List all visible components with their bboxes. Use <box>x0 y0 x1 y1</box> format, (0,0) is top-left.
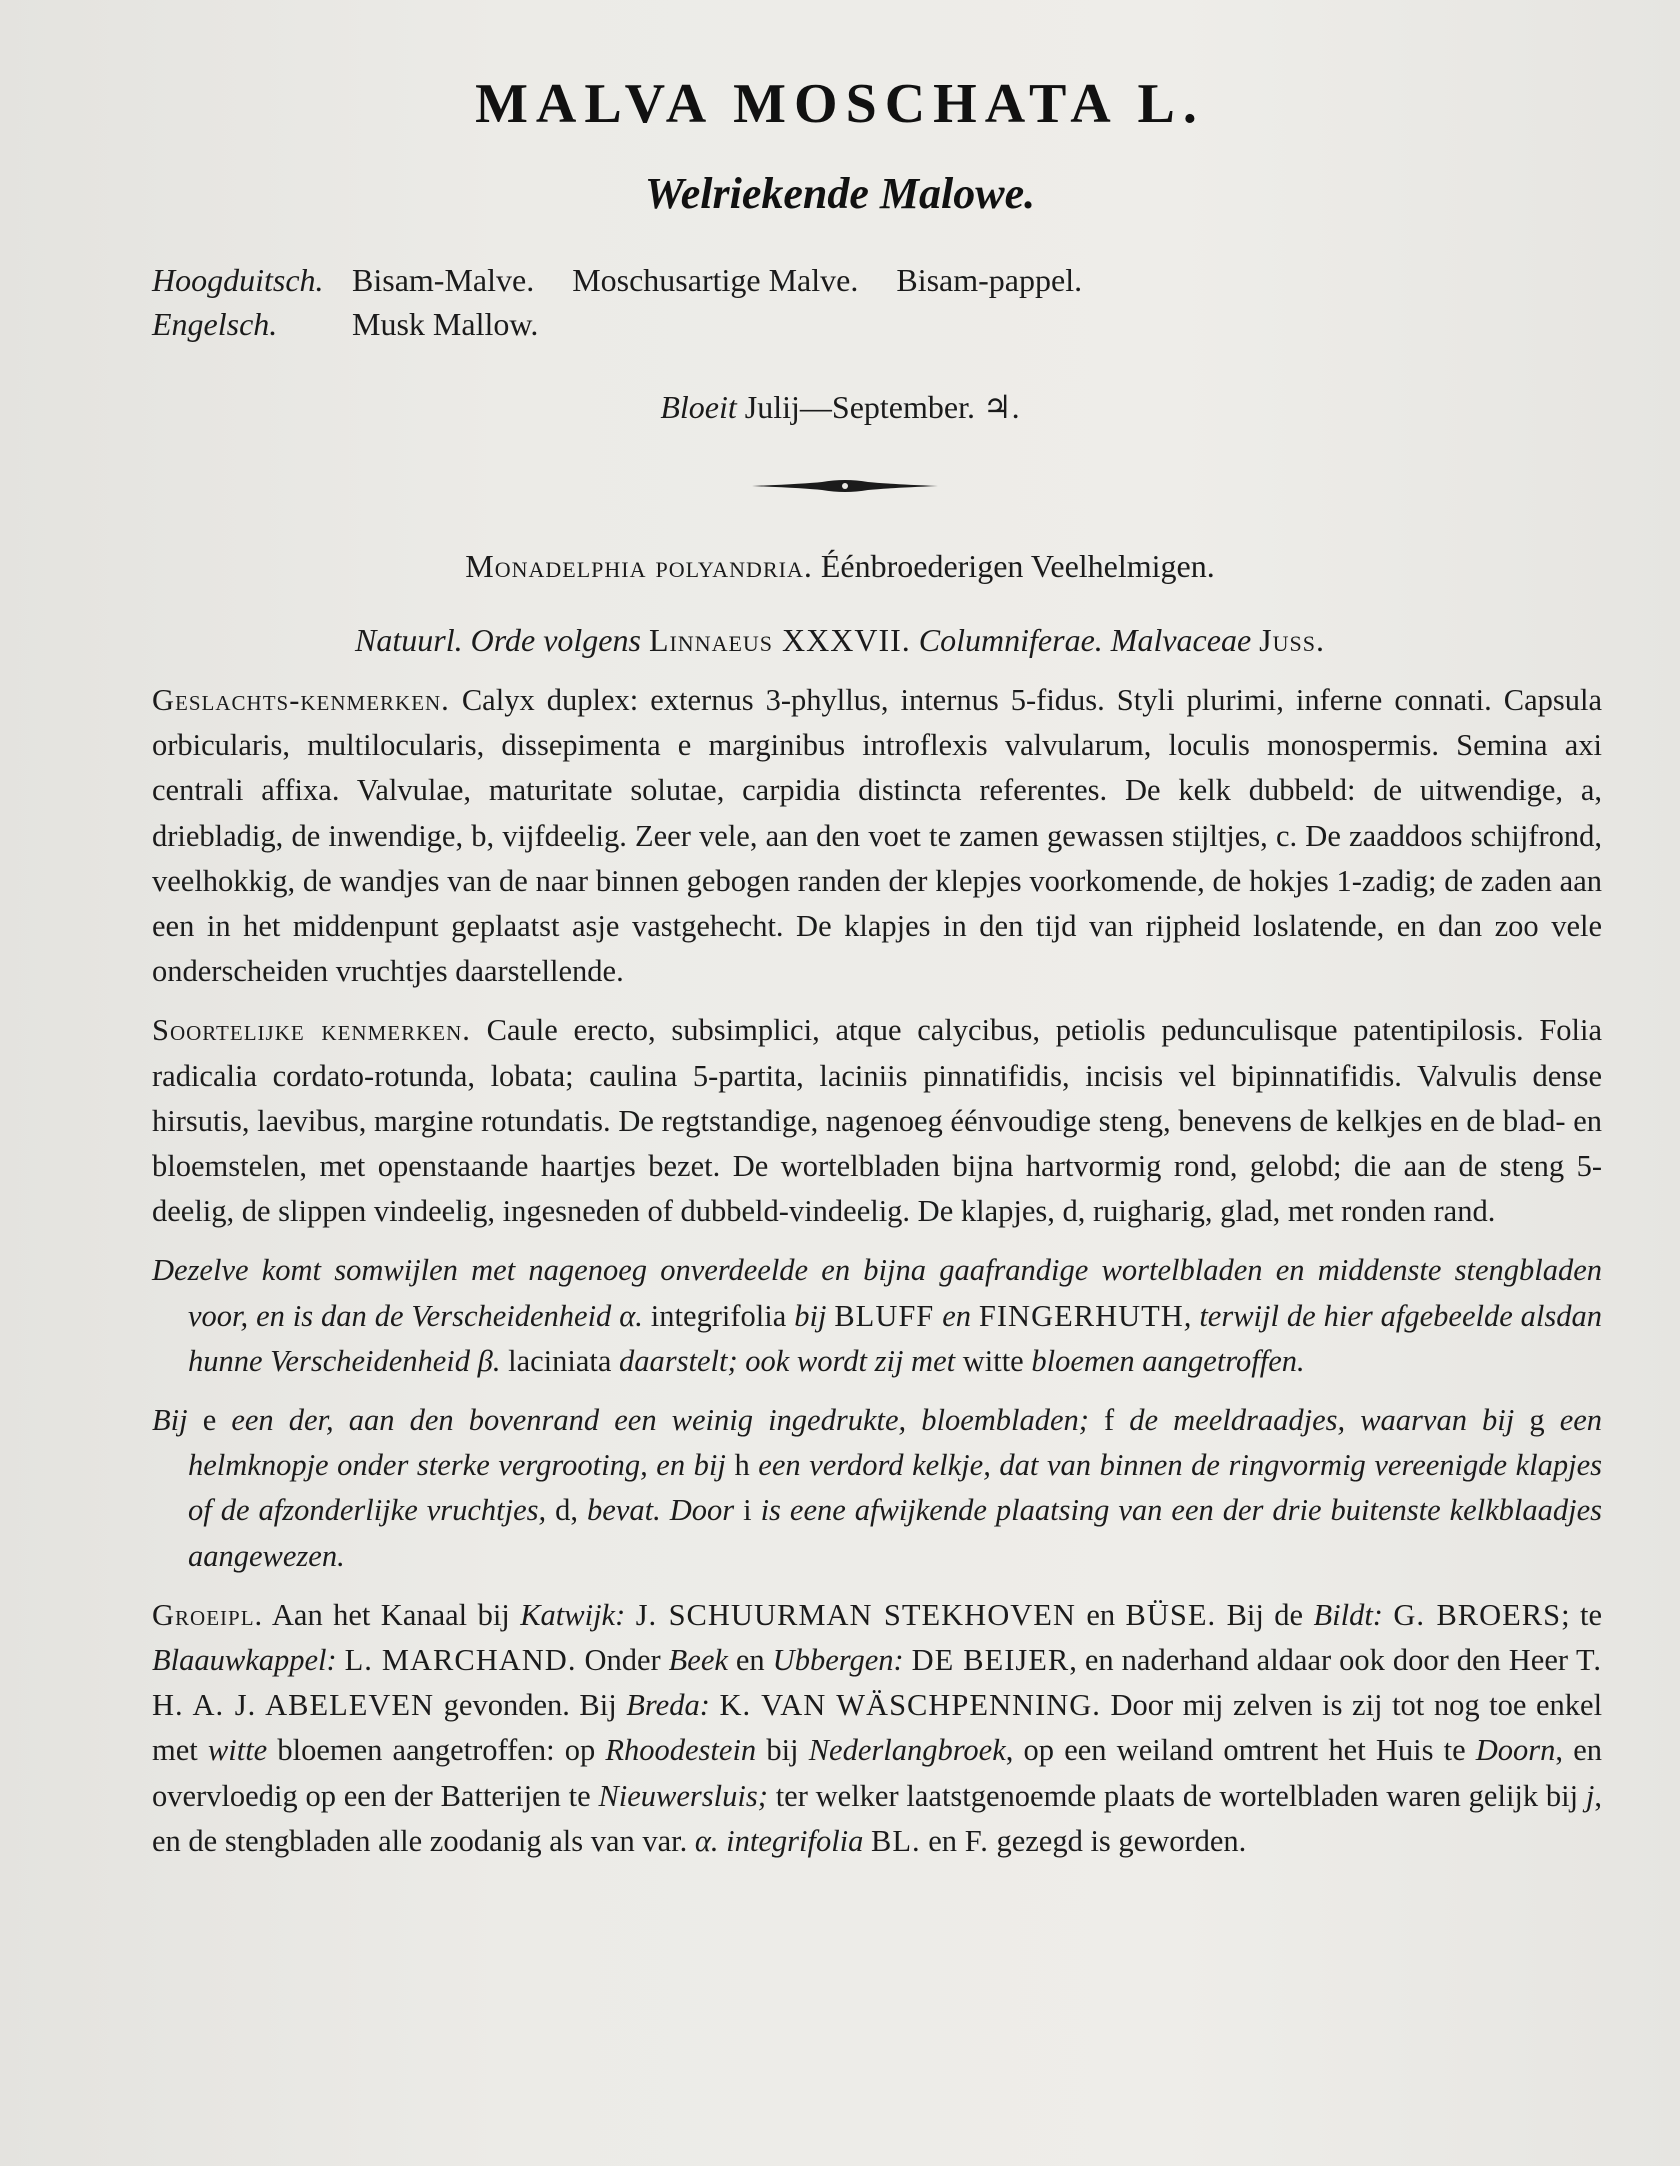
variety-text: daarstelt; ook wordt zij met <box>619 1343 956 1378</box>
place-name: Rhoodestein <box>605 1733 757 1768</box>
localities-text: bloemen aangetroffen: op <box>277 1733 596 1768</box>
names-row-english <box>152 302 1112 346</box>
order-jussieu: Juss. <box>1259 622 1325 658</box>
localities-text: , en de stengbladen alle zoodanig als van var. <box>152 1778 1603 1858</box>
localities <box>152 1593 1602 1864</box>
figure-explanation <box>152 1398 1602 1579</box>
place-name: Nederlangbroek <box>808 1733 1006 1768</box>
author-name: FINGERHUTH <box>978 1298 1184 1333</box>
author-name: BLUFF <box>834 1298 935 1333</box>
localities-text: , en overvloedig op een der Batterijen te <box>152 1733 1602 1813</box>
place-name: Doorn <box>1475 1733 1556 1768</box>
author-abbrev: F. <box>964 1823 989 1858</box>
figure-letter: e <box>202 1403 217 1438</box>
localities-text: Onder <box>584 1643 661 1678</box>
localities-text: Aan het Kanaal bij <box>271 1597 510 1632</box>
species-label: Soortelijke kenmerken. <box>152 1013 471 1048</box>
variety-text: , terwijl de hier afgebeelde alsdan hunne Verscheidenheid β. <box>188 1298 1603 1378</box>
figure-text: Bij <box>152 1403 188 1438</box>
author-abbrev: BL. <box>871 1823 921 1858</box>
names-row-german <box>152 258 1112 302</box>
place-name: Beek <box>668 1643 728 1678</box>
localities-text: en <box>928 1823 958 1858</box>
localities-text: ; te <box>1561 1597 1602 1632</box>
variety-text: bloemen aangetroffen. <box>1031 1343 1305 1378</box>
person-name: J. SCHUURMAN STEKHOVEN <box>635 1597 1076 1632</box>
flowering-text: Julij—September. ♃. <box>744 389 1020 425</box>
common-name: Bisam-pappel. <box>896 262 1083 298</box>
place-name: Nieuwersluis; <box>598 1778 768 1813</box>
localities-text: en <box>1086 1597 1116 1632</box>
genus-text: Calyx duplex: externus 3-phyllus, internus 5-fidus. Styli plurimi, inferne connati. Capsula orbicularis, multilocularis, dissepimenta e marginibus introflexis valvularum, loculis monospermis. Semina axi centrali affixa. Valvulae, maturitate solutae, carpidia distincta referentes. De kelk dubbeld: de uitwendige, a, driebladig, de inwendige, b, vijfdeelig. Zeer vele, aan den voet te zamen gewassen stijltjes, c. De zaaddoos schijfrond, veelhokkig, de wandjes van de naar binnen gebogen randen der klepjes voorkomende, de hokjes 1-zadig; de zaden aan een in het middenpunt geplaatst asje vastgehecht. De klapjes in den tijd van rijpheid loslatende, en dan zoo vele onderscheiden vruchtjes daarstellende. <box>152 683 1603 989</box>
variety-text: witte <box>962 1343 1024 1378</box>
genus-characters <box>152 678 1602 994</box>
variety-text: laciniata <box>508 1343 612 1378</box>
figure-text: een der, aan den bovenrand een weinig ingedrukte, bloembladen; <box>231 1403 1089 1438</box>
genus-label: Geslachts-kenmerken. <box>152 683 450 717</box>
figure-text: een helmknopje onder sterke vergrooting, en bij <box>188 1403 1603 1483</box>
variety-text: en <box>942 1298 971 1333</box>
page-title: MALVA MOSCHATA L. <box>475 73 1205 135</box>
variety-text: Dezelve komt somwijlen met nagenoeg onverdeelde en bijna gaafrandige wortelbladen en middenste stengbladen voor, en is dan de Verscheidenheid α. <box>152 1253 1602 1333</box>
species-text: Caule erecto, subsimplici, atque calycibus, petiolis pedunculisque patentipilosis. Folia radicalia cordato-rotunda, lobata; caulina 5-partita, laciniis pinnatifidis, incisis vel bipinnatifidis. Valvulis dense hirsutis, laevibus, margine rotundatis. De regtstandige, nagenoeg éénvoudige steng, benevens de kelkjes en de blad- en bloemstelen, met openstaande haartjes bezet. De wortelbladen bijna hartvormig rond, gelobd; die aan de steng 5-deelig, de slippen vindeelig, ingesneden of dubbeld-vindeelig. De klapjes, d, ruigharig, glad, met ronden rand. <box>152 1013 1603 1229</box>
person-name: BÜSE. <box>1125 1597 1217 1632</box>
figure-text: bevat. Door <box>587 1493 735 1528</box>
figure-text: een verdord kelkje, dat van binnen de ringvormig vereenigde klapjes of de afzonderlijke vruchtjes, <box>188 1448 1603 1528</box>
localities-text: witte <box>207 1733 268 1768</box>
linnaean-classification <box>0 548 1680 585</box>
person-name: K. VAN WÄSCHPENNING. <box>719 1688 1101 1723</box>
figure-letter: f <box>1104 1403 1115 1438</box>
divider-ornament <box>752 478 938 494</box>
person-name: L. MARCHAND. <box>344 1643 577 1678</box>
common-name: Bisam-Malve. <box>352 262 535 298</box>
figure-text: de meeldraadjes, waarvan bij <box>1129 1403 1515 1438</box>
common-name: Moschusartige Malve. <box>572 262 859 298</box>
figure-letter: h <box>734 1448 750 1483</box>
figure-letter: g <box>1529 1403 1545 1438</box>
figure-text: is eene afwijkende plaatsing van een der drie buitenste kelkblaadjes aangewezen. <box>188 1493 1603 1573</box>
classification-latin: Monadelphia polyandria. <box>465 548 813 584</box>
place-name: Bildt: <box>1313 1597 1383 1632</box>
variety-name: α. integrifolia <box>694 1823 864 1858</box>
classification-dutch: Éénbroederigen Veelhelmigen. <box>820 548 1215 584</box>
place-name: Breda: <box>626 1688 710 1723</box>
page-subtitle: Welriekende Malowe. <box>644 169 1036 218</box>
order-malvaceae: Malvaceae <box>1110 622 1252 658</box>
order-label: Natuurl. Orde volgens <box>355 622 641 658</box>
localities-text: Door mij zelven is zij tot nog toe enkel met <box>152 1688 1603 1768</box>
species-characters <box>152 1008 1602 1234</box>
place-name: Katwijk: <box>520 1597 626 1632</box>
localities-text: ter welker laatstgenoemde plaats de wortelbladen waren gelijk bij <box>775 1778 1579 1813</box>
flowering-label: Bloeit <box>660 389 737 425</box>
variety-note <box>152 1248 1602 1384</box>
common-name: Musk Mallow. <box>352 306 539 342</box>
place-name: Ubbergen: <box>772 1643 904 1678</box>
order-columniferae: Columniferae. <box>918 622 1103 658</box>
localities-text: gevonden. Bij <box>443 1688 617 1723</box>
variety-text: integrifolia <box>650 1298 787 1333</box>
order-linnaeus: Linnaeus XXXVII. <box>648 622 911 658</box>
common-names <box>152 258 1112 346</box>
language-label: Hoogduitsch. <box>152 262 324 298</box>
person-name: G. BROERS <box>1393 1597 1562 1632</box>
natural-order <box>0 622 1680 659</box>
variety-text: bij <box>794 1298 827 1333</box>
place-name: Blaauwkappel: <box>152 1643 337 1678</box>
figure-letter: j <box>1585 1778 1595 1813</box>
localities-text: , op een weiland omtrent het Huis te <box>1005 1733 1466 1768</box>
localities-text: gezegd is geworden. <box>996 1823 1247 1858</box>
localities-label: Groeipl. <box>152 1597 264 1632</box>
person-name: DE BEIJER <box>911 1643 1070 1678</box>
localities-text: en <box>735 1643 765 1678</box>
person-name: T. H. A. J. ABELEVEN <box>152 1643 1603 1723</box>
localities-text: bij <box>766 1733 799 1768</box>
figure-letter: i <box>743 1493 752 1528</box>
main-text <box>152 678 1602 1878</box>
localities-text: , en naderhand aldaar ook door den Heer <box>1069 1643 1569 1678</box>
localities-text: Bij de <box>1226 1597 1304 1632</box>
language-label: Engelsch. <box>152 306 278 342</box>
figure-letter: d, <box>555 1493 579 1528</box>
flowering-line <box>0 388 1680 426</box>
